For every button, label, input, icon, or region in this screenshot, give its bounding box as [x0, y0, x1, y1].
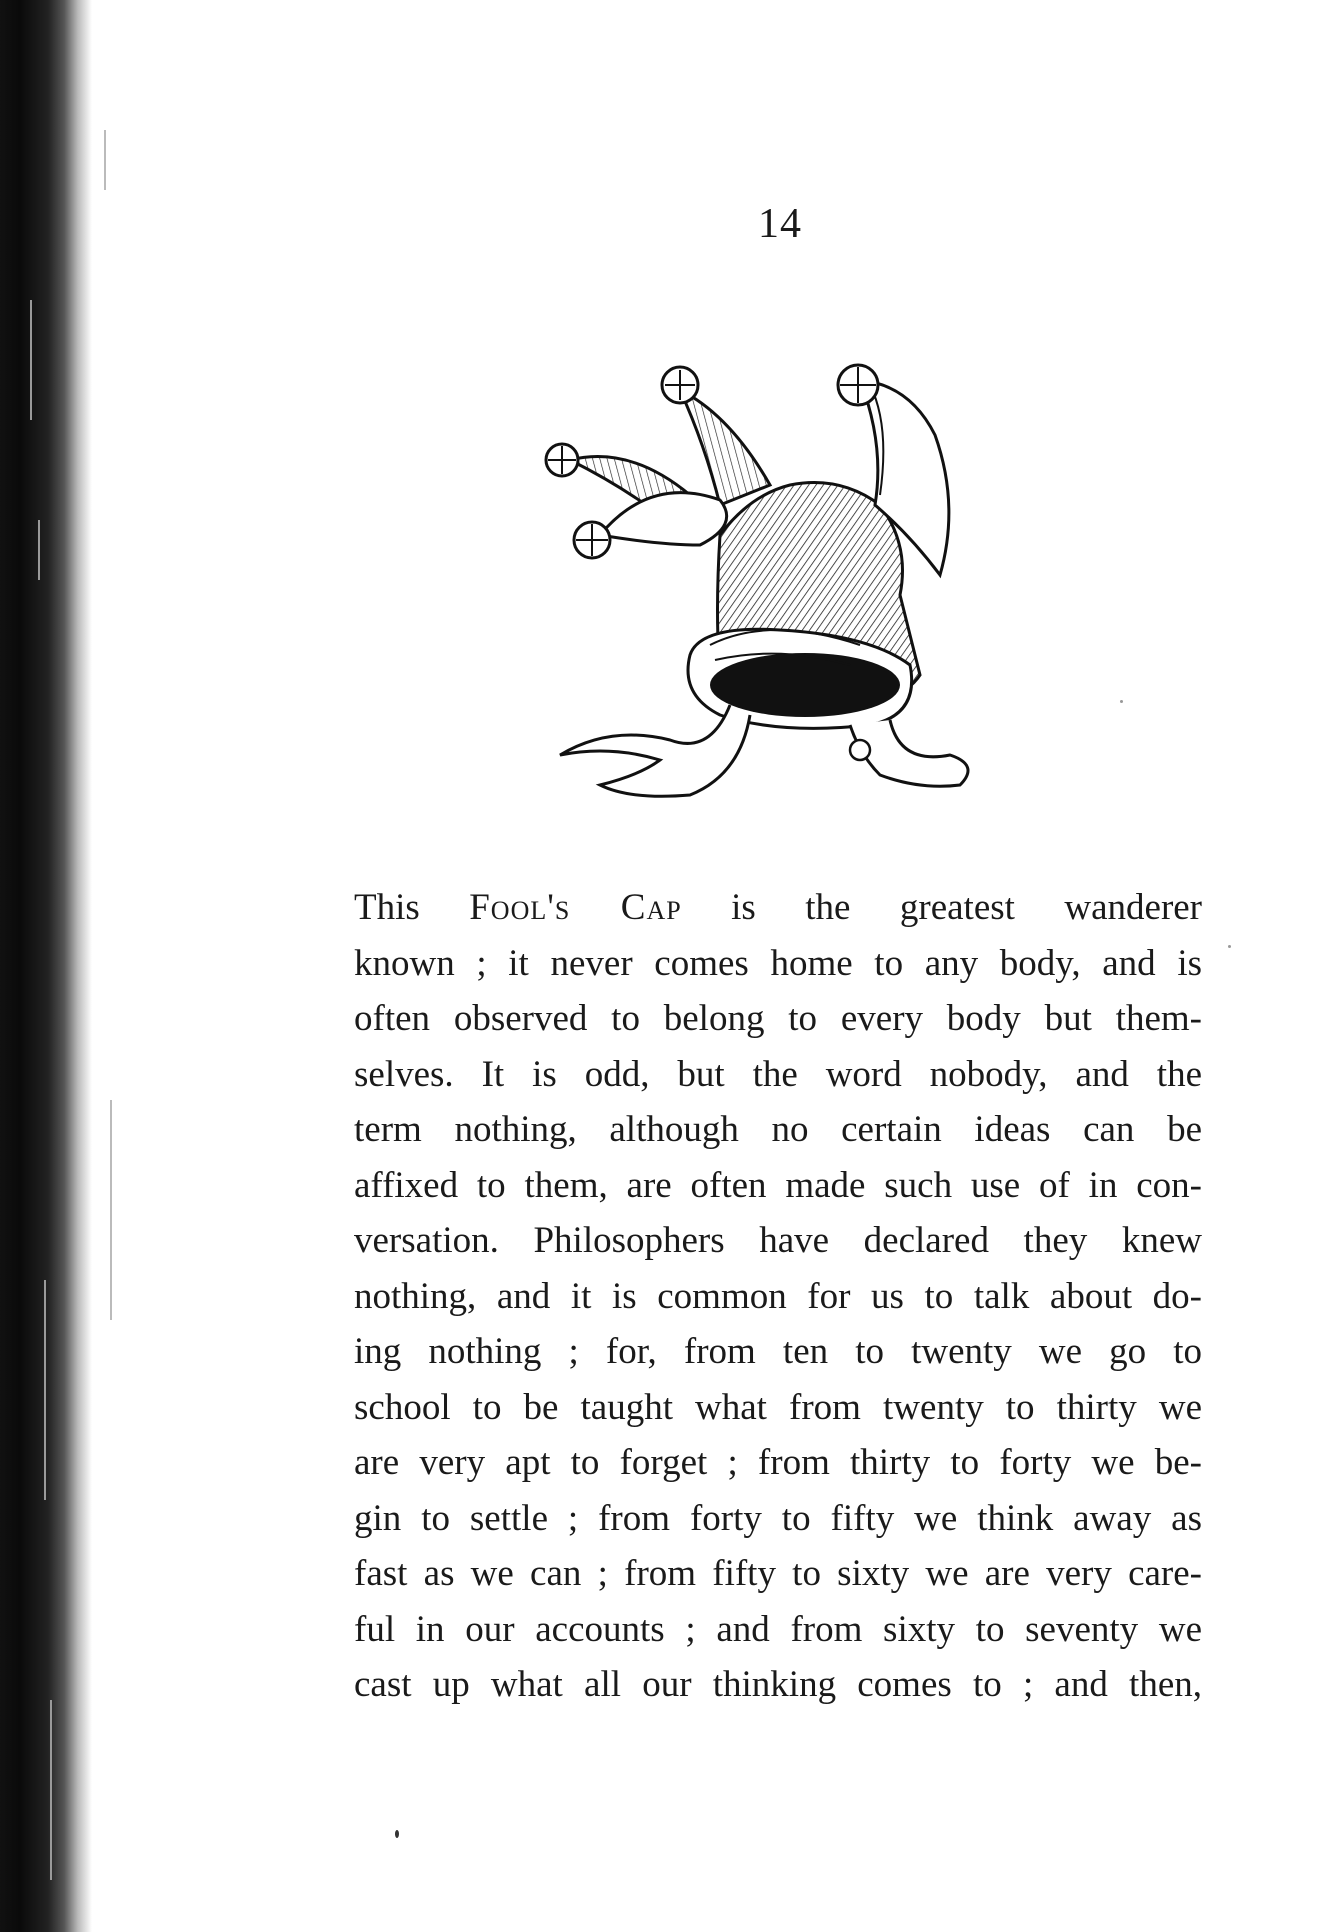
paragraph: [354, 880, 1202, 1713]
paragraph-line: often observed to belong to every body but them-: [354, 998, 1202, 1039]
book-spine-shadow: [0, 0, 92, 1932]
fools-cap-small-caps: Fool's Cap: [469, 887, 682, 928]
paragraph-line: term nothing, although no certain ideas can be: [354, 1109, 1202, 1150]
paragraph-line: ful in our accounts ; and from sixty to seventy we: [354, 1608, 1202, 1650]
paragraph-line: fast as we can ; from fifty to sixty we are very care-: [354, 1553, 1202, 1594]
paragraph-line: cast up what all our thinking comes to ; and then,: [354, 1664, 1202, 1705]
paragraph-line: nothing, and it is common for us to talk about do-: [354, 1275, 1202, 1317]
paragraph-line: affixed to them, are often made such use of in con-: [354, 1164, 1202, 1206]
fools-cap-icon: [540, 345, 1010, 815]
fools-cap-illustration: [540, 345, 1010, 815]
paragraph-line-1: This Fool's Cap is the greatest wanderer: [354, 887, 1203, 928]
paragraph-line: gin to settle ; from forty to fifty we think away as: [354, 1497, 1202, 1539]
page-number: 14: [758, 201, 802, 247]
paragraph-line: school to be taught what from twenty to thirty we: [354, 1386, 1202, 1428]
paragraph-line: known ; it never comes home to any body, and is: [354, 942, 1202, 984]
paragraph-line: selves. It is odd, but the word nobody, and the: [354, 1053, 1202, 1095]
paragraph-line: are very apt to forget ; from thirty to forty we be-: [354, 1442, 1202, 1483]
paragraph-line: versation. Philosophers have declared they knew: [354, 1220, 1202, 1261]
paragraph-line: ing nothing ; for, from ten to twenty we go to: [354, 1331, 1202, 1372]
